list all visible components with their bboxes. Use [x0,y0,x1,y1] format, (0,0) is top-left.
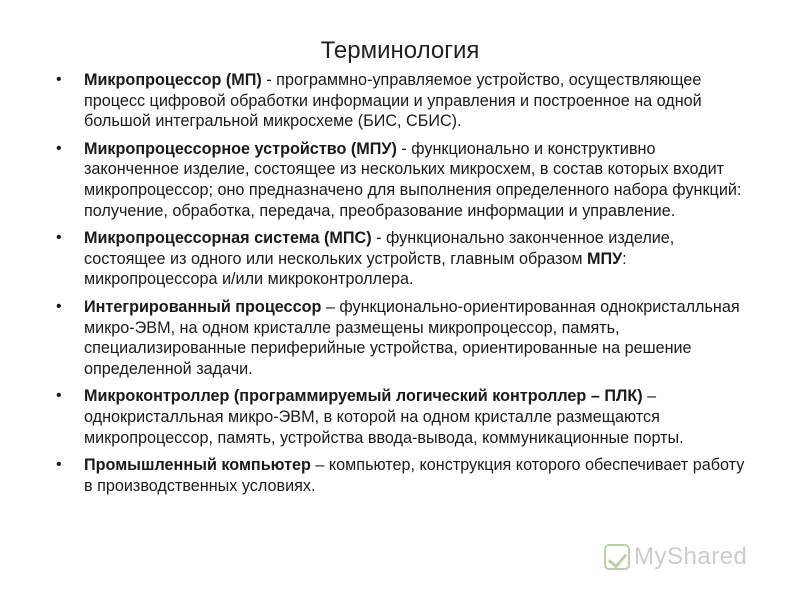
term-item-microcontroller [50,386,750,448]
term-name: Микропроцессорная система (МПС) [84,229,372,248]
term-item-microprocessor-system [50,228,750,290]
term-name: Микропроцессорное устройство (МПУ) [84,139,397,158]
term-definition-end: : микропроцессора и/или микроконтроллера. [84,249,627,289]
term-item-industrial-computer [50,455,750,496]
term-definition: – компьютер, конструкция которого обеспечивает работу в производственных условиях. [84,456,745,495]
term-name: Микропроцессор (МП) [84,71,262,89]
checkmark-icon [604,544,630,570]
watermark [604,540,747,574]
watermark-text: MyShared [634,543,748,570]
term-definition: – функционально-ориентированная однокристалльная микро-ЭВМ, на одном кристалле размещены микропроцессор, память, специализированные периферийные устройства, ориентированные на решение определенной задачи. [84,297,740,378]
term-item-integrated-processor [50,297,750,379]
term-emphasis: МПУ [586,249,623,268]
terms-list [50,70,750,503]
term-name: Микроконтроллер (программируемый логический контроллер – ПЛК) [84,387,643,406]
term-definition: - функционально и конструктивно законченное изделие, состоящее из нескольких микросхем, в состав которых входит микропроцессор; оно предназначено для выполнения определенного набора функций: получение, обработка, передача, преобразование информации и управление. [84,139,742,220]
term-definition: - функционально законченное изделие, состоящее из одного или нескольких устройств, главным образом [84,229,675,268]
term-definition: – однокристалльная микро-ЭВМ, в которой на одном кристалле размещаются микропроцессор, память, устройства ввода-вывода, коммуникационные порты. [84,387,684,447]
term-item-microprocessor [50,70,750,132]
term-name: Промышленный компьютер [84,456,311,475]
term-definition: - программно-управляемое устройство, осуществляющее процесс цифровой обработки информации и управления и построенное на одной большой интегральной микросхеме (БИС, СБИС). [84,71,702,131]
term-name: Интегрированный процессор [84,297,322,316]
slide-title: Терминология [320,37,480,64]
term-item-microprocessor-device [50,139,750,221]
